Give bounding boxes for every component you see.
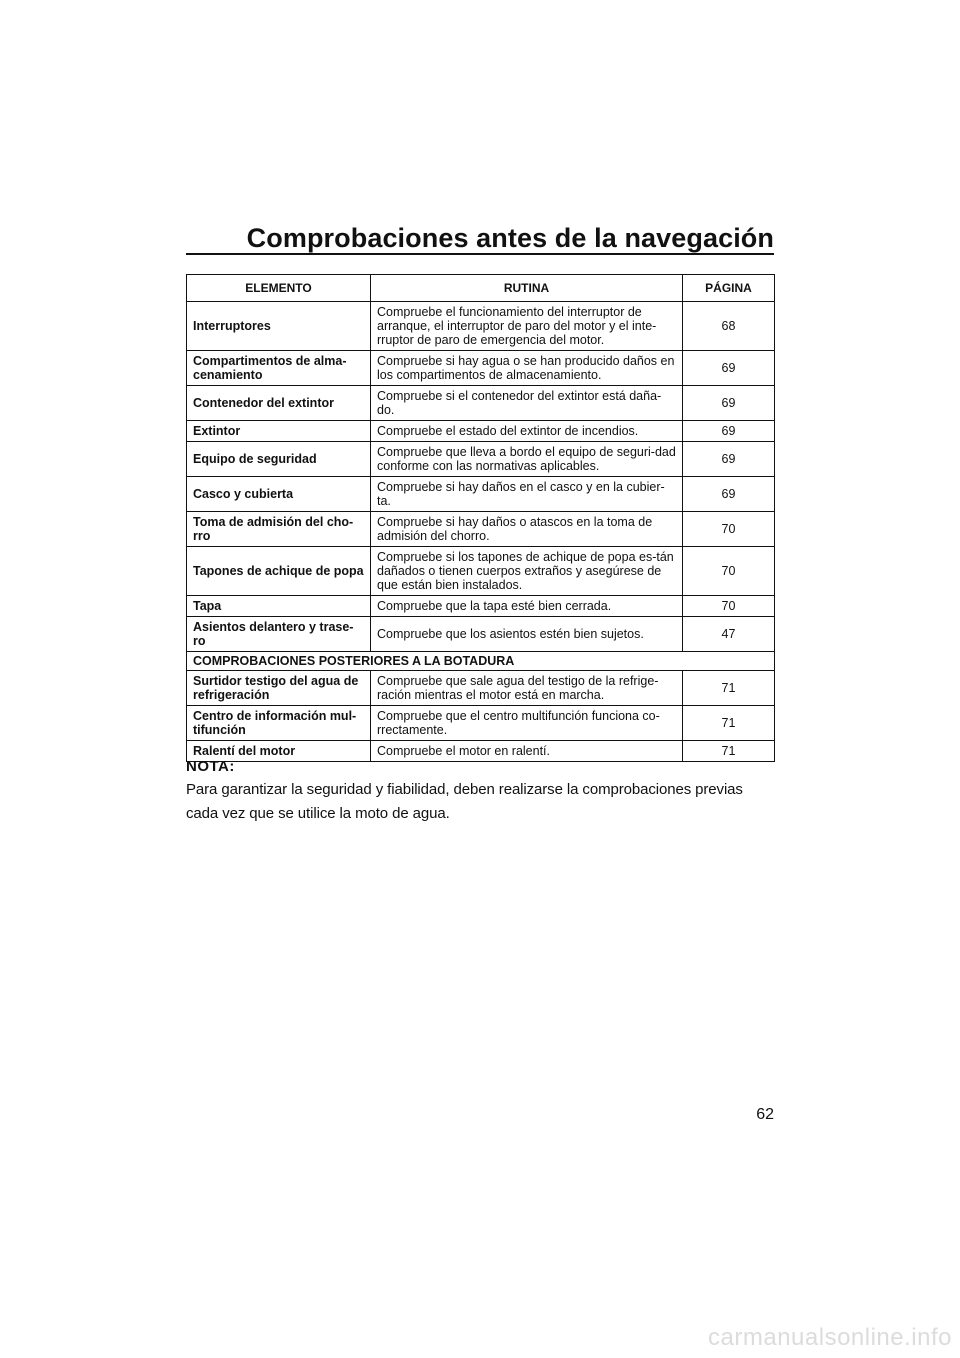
page-cell: 69 (683, 421, 775, 442)
routine-cell: Compruebe si hay daños o atascos en la toma de admisión del chorro. (371, 512, 683, 547)
post-launch-section-heading: COMPROBACIONES POSTERIORES A LA BOTADURA (187, 652, 775, 671)
routine-cell: Compruebe que lleva a bordo el equipo de seguri-dad conforme con las normativas aplicables. (371, 442, 683, 477)
item-cell: Interruptores (187, 302, 371, 351)
table-row (187, 421, 775, 442)
table-row (187, 547, 775, 596)
item-cell: Contenedor del extintor (187, 386, 371, 421)
item-cell: Tapa (187, 596, 371, 617)
table-row (187, 386, 775, 421)
table-row (187, 477, 775, 512)
page-cell: 70 (683, 512, 775, 547)
routine-cell: Compruebe que la tapa esté bien cerrada. (371, 596, 683, 617)
routine-cell: Compruebe si los tapones de achique de popa es-tán dañados o tienen cuerpos extraños y asegúrese de que están bien instalados. (371, 547, 683, 596)
page-cell: 69 (683, 351, 775, 386)
column-header-routine: RUTINA (371, 275, 683, 302)
page-cell: 69 (683, 442, 775, 477)
item-cell: Casco y cubierta (187, 477, 371, 512)
item-cell: Centro de información mul-tifunción (187, 706, 371, 741)
column-header-page: PÁGINA (683, 275, 775, 302)
table-row (187, 741, 775, 762)
table-row (187, 706, 775, 741)
title-rule (186, 253, 774, 255)
routine-cell: Compruebe el motor en ralentí. (371, 741, 683, 762)
routine-cell: Compruebe que sale agua del testigo de la refrige-ración mientras el motor está en marcha. (371, 671, 683, 706)
page-cell: 70 (683, 596, 775, 617)
item-cell: Compartimentos de alma-cenamiento (187, 351, 371, 386)
section-heading-row (187, 652, 775, 671)
table-row (187, 596, 775, 617)
page-cell: 71 (683, 741, 775, 762)
page-cell: 71 (683, 706, 775, 741)
table-body (187, 302, 775, 762)
routine-cell: Compruebe el funcionamiento del interruptor de arranque, el interruptor de paro del motor y el inte-rruptor de paro de emergencia del motor. (371, 302, 683, 351)
routine-cell: Compruebe que los asientos estén bien sujetos. (371, 617, 683, 652)
routine-cell: Compruebe si hay daños en el casco y en la cubier-ta. (371, 477, 683, 512)
page-title: Comprobaciones antes de la navegación (246, 223, 774, 253)
item-cell: Equipo de seguridad (187, 442, 371, 477)
item-cell: Asientos delantero y trase-ro (187, 617, 371, 652)
routine-cell: Compruebe el estado del extintor de incendios. (371, 421, 683, 442)
item-cell: Ralentí del motor (187, 741, 371, 762)
page-cell: 47 (683, 617, 775, 652)
page-cell: 71 (683, 671, 775, 706)
column-header-element: ELEMENTO (187, 275, 371, 302)
page-cell: 69 (683, 386, 775, 421)
routine-cell: Compruebe si el contenedor del extintor está daña-do. (371, 386, 683, 421)
table-row (187, 302, 775, 351)
table-row (187, 617, 775, 652)
item-cell: Extintor (187, 421, 371, 442)
item-cell: Tapones de achique de popa (187, 547, 371, 596)
item-cell: Toma de admisión del cho-rro (187, 512, 371, 547)
routine-cell: Compruebe si hay agua o se han producido daños en los compartimentos de almacenamiento. (371, 351, 683, 386)
pre-launch-checklist-table (186, 274, 775, 762)
table-row (187, 351, 775, 386)
note-text: Para garantizar la seguridad y fiabilidad, deben realizarse la comprobaciones previas cada vez que se utilice la moto de agua. (186, 781, 743, 822)
table-header (187, 275, 775, 302)
table-row (187, 671, 775, 706)
routine-cell: Compruebe que el centro multifunción funciona co-rrectamente. (371, 706, 683, 741)
table-header-row (187, 275, 775, 302)
page-number: 62 (756, 1106, 774, 1123)
page-cell: 68 (683, 302, 775, 351)
page-cell: 69 (683, 477, 775, 512)
note-heading: NOTA: (186, 758, 235, 775)
table-row (187, 442, 775, 477)
page-cell: 70 (683, 547, 775, 596)
item-cell: Surtidor testigo del agua de refrigeración (187, 671, 371, 706)
table-row (187, 512, 775, 547)
watermark: carmanualsonline.info (708, 1324, 952, 1351)
